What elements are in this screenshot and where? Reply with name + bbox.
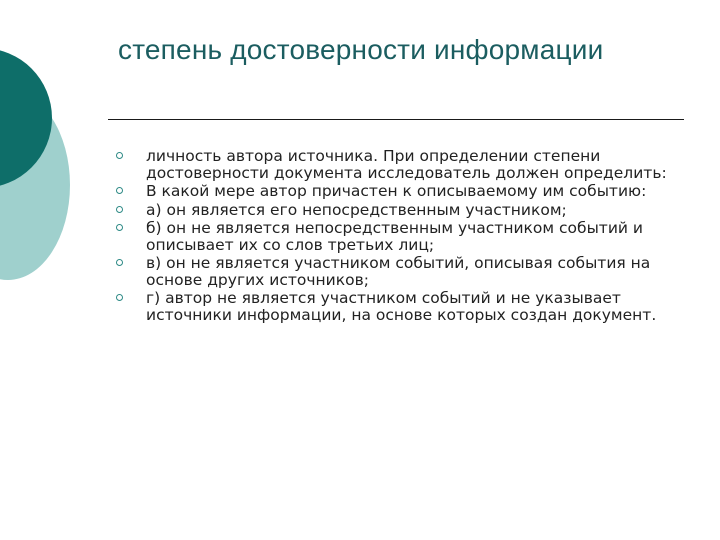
bullet-item <box>116 220 676 253</box>
slide-title: степень достоверности информации <box>118 34 604 65</box>
bullet-item <box>116 148 676 181</box>
bullet-item <box>116 183 676 200</box>
circle-bullet-icon <box>116 259 123 266</box>
bullet-list <box>116 148 676 325</box>
bullet-item <box>116 290 676 323</box>
bullet-text: личность автора источника. При определении степени достоверности документа исследователь должен определить: <box>146 147 667 182</box>
circle-bullet-icon <box>116 224 123 231</box>
circle-bullet-icon <box>116 294 123 301</box>
bullet-item <box>116 202 676 219</box>
bullet-text: г) автор не является участником событий и не указывает источники информации, на основе которых создан документ. <box>146 289 657 324</box>
circle-bullet-icon <box>116 187 123 194</box>
circle-bullet-icon <box>116 152 123 159</box>
decorative-circles <box>0 0 80 290</box>
bullet-item <box>116 255 676 288</box>
bullet-text: в) он не является участником событий, описывая события на основе других источников; <box>146 254 651 289</box>
bullet-text: а) он является его непосредственным участником; <box>146 200 567 219</box>
bullet-text: б) он не является непосредственным участником событий и описывает их со слов третьих лиц; <box>146 219 643 254</box>
title-divider <box>108 119 684 120</box>
bullet-text: В какой мере автор причастен к описываемому им событию: <box>146 182 647 200</box>
circle-bullet-icon <box>116 206 123 213</box>
